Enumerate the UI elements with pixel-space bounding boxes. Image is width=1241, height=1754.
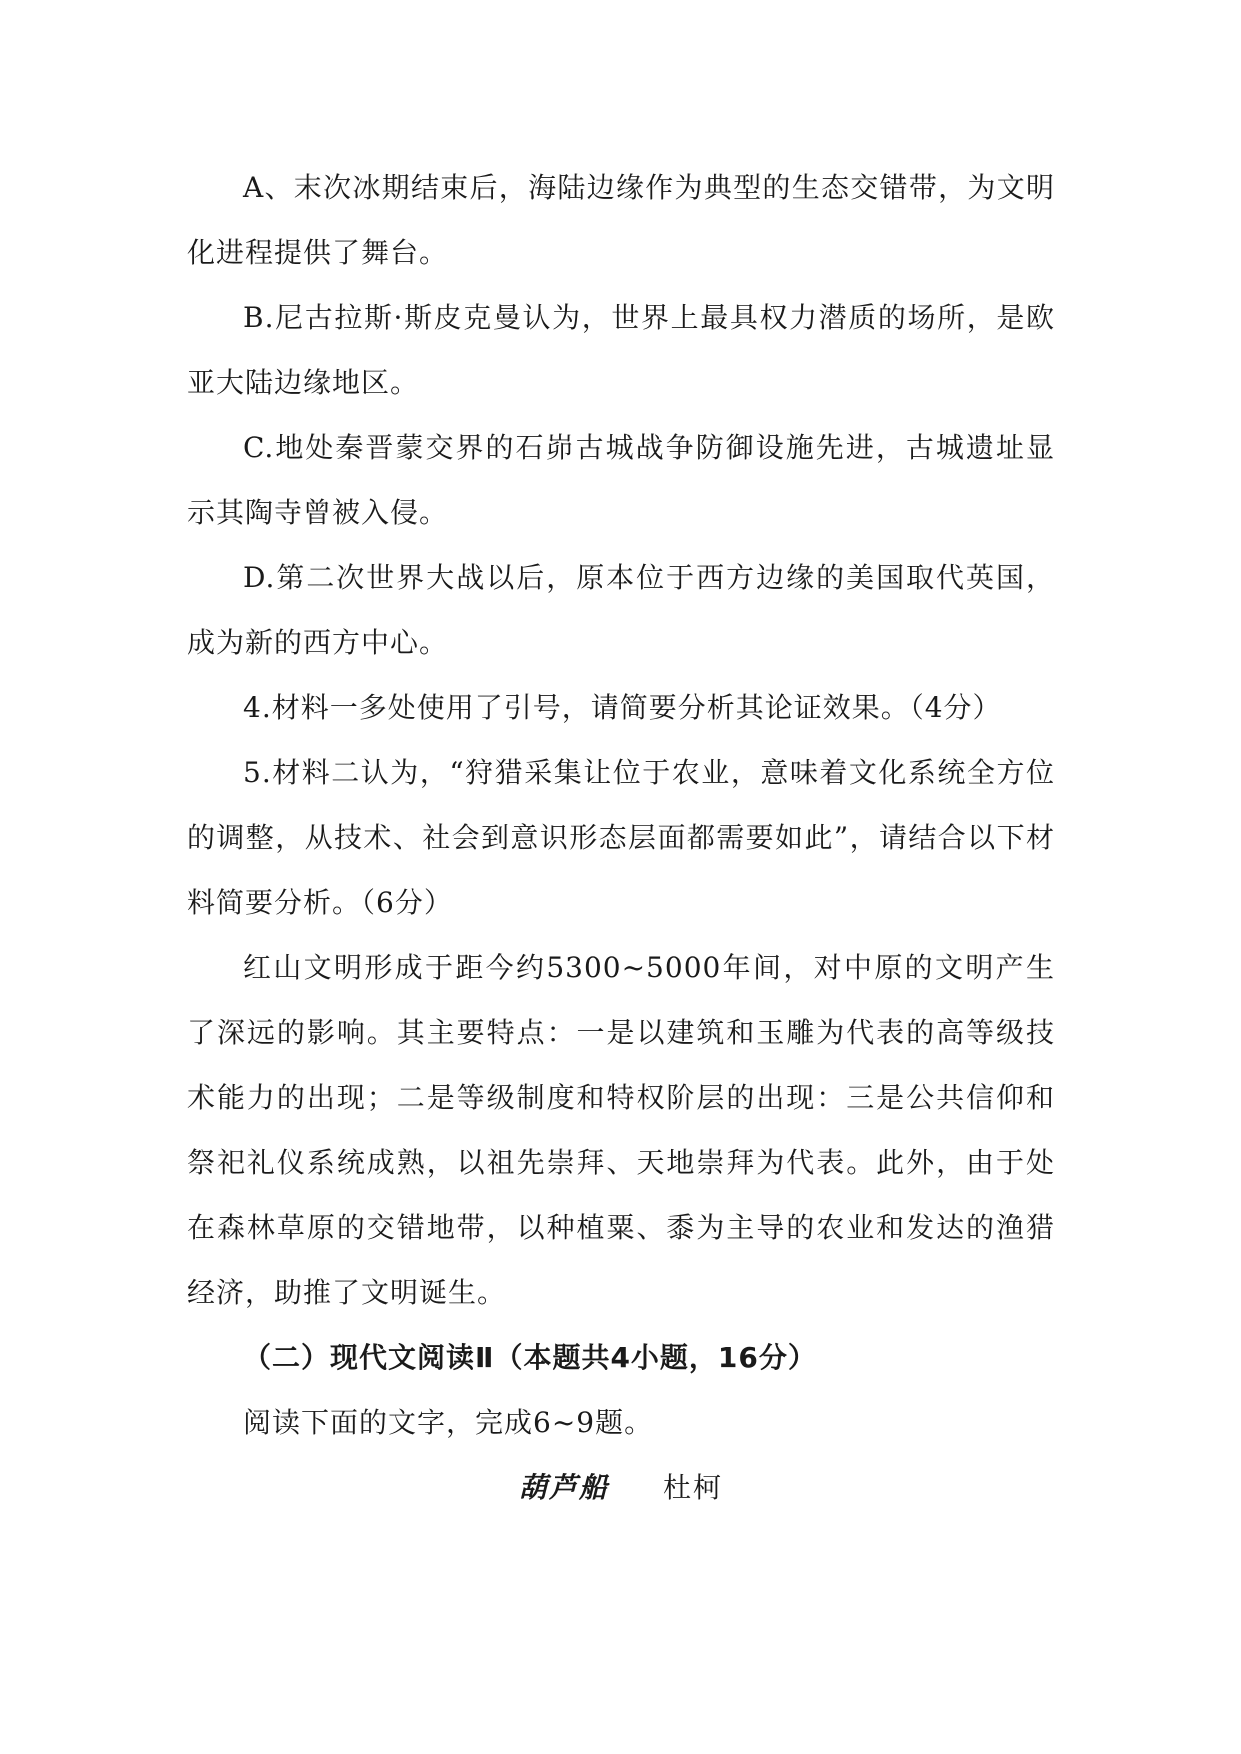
article-title: 葫芦船 [518, 1471, 609, 1504]
question-4: 4.材料一多处使用了引号，请简要分析其论证效果。（4分） [243, 691, 1002, 724]
question-5: 5.材料二认为，“狩猎采集让位于农业，意味着文化系统全方位的调整，从技术、社会到意识形态层面都需要如此”，请结合以下材料简要分析。（6分） [187, 756, 1055, 919]
option-d: D.第二次世界大战以后，原本位于西方边缘的美国取代英国，成为新的西方中心。 [187, 561, 1055, 659]
article-title-line [187, 1455, 1055, 1520]
document-page [187, 155, 1055, 1520]
option-c: C.地处秦晋蒙交界的石峁古城战争防御设施先进，古城遗址显示其陶寺曾被入侵。 [187, 431, 1055, 529]
option-b: B.尼古拉斯·斯皮克曼认为，世界上最具权力潜质的场所，是欧亚大陆边缘地区。 [187, 301, 1055, 399]
reading-instruction: 阅读下面的文字，完成6~9题。 [243, 1406, 654, 1439]
option-a: A、末次冰期结束后，海陆边缘作为典型的生态交错带，为文明化进程提供了舞台。 [187, 171, 1055, 269]
material-paragraph: 红山文明形成于距今约5300~5000年间，对中原的文明产生了深远的影响。其主要特点：一是以建筑和玉雕为代表的高等级技术能力的出现；二是等级制度和特权阶层的出现：三是公共信仰和祭祀礼仪系统成熟，以祖先崇拜、天地崇拜为代表。此外，由于处在森林草原的交错地带，以种植粟、黍为主导的农业和发达的渔猎经济，助推了文明诞生。 [187, 951, 1055, 1309]
section-heading: （二）现代文阅读Ⅱ（本题共4小题，16分） [243, 1341, 817, 1374]
article-author: 杜柯 [663, 1471, 724, 1504]
